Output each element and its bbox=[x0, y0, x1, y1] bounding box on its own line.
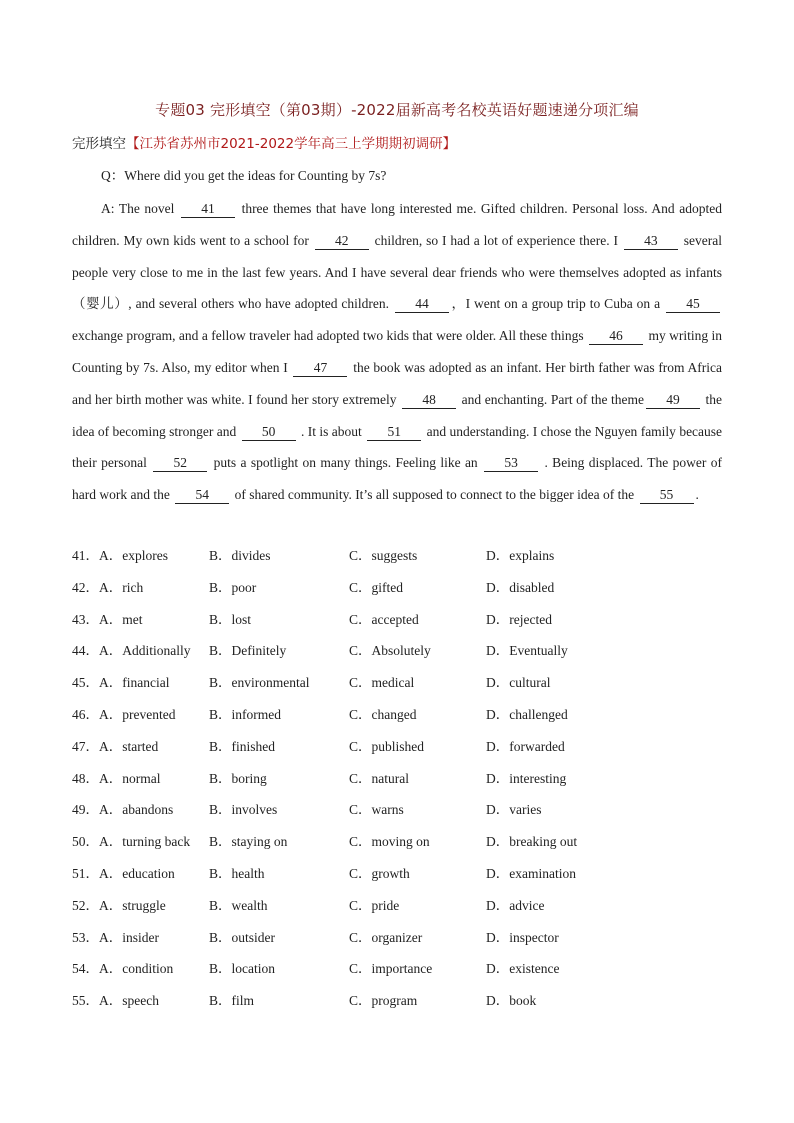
question-source bbox=[72, 132, 456, 152]
option-b: B．staying on bbox=[209, 834, 288, 850]
question-number: 53． bbox=[72, 929, 99, 945]
option-b: B．wealth bbox=[209, 897, 268, 913]
options-list bbox=[72, 544, 722, 1021]
blank-47: 47 bbox=[293, 360, 347, 377]
option-row bbox=[72, 862, 722, 894]
passage-text: the idea of becoming stronger and bbox=[72, 391, 723, 439]
option-b: B．environmental bbox=[209, 675, 310, 691]
option-row bbox=[72, 608, 722, 640]
option-a: A．met bbox=[99, 611, 143, 627]
option-c: C．pride bbox=[349, 897, 400, 913]
option-b: B．finished bbox=[209, 738, 275, 754]
option-a: A．rich bbox=[99, 579, 144, 595]
option-d: D．interesting bbox=[486, 770, 567, 786]
option-c: C．published bbox=[349, 738, 425, 754]
passage-text: the book was adopted as an infant. Her birth father was from Africa and her birth mother was white. I found her story extremely bbox=[72, 359, 723, 407]
option-d: D．examination bbox=[486, 865, 576, 881]
question-number: 46． bbox=[72, 706, 99, 722]
option-row bbox=[72, 703, 722, 735]
option-d: D．cultural bbox=[486, 675, 551, 691]
option-row bbox=[72, 735, 722, 767]
option-c: C．organizer bbox=[349, 929, 423, 945]
passage-text: ，I went on a group trip to Cuba on a bbox=[450, 296, 661, 312]
blank-48: 48 bbox=[402, 392, 456, 409]
option-c: C．moving on bbox=[349, 834, 430, 850]
option-c: C．medical bbox=[349, 675, 415, 691]
option-row bbox=[72, 544, 722, 576]
option-d: D．breaking out bbox=[486, 834, 578, 850]
option-b: B．divides bbox=[209, 548, 271, 563]
question-number: 48． bbox=[72, 770, 99, 786]
option-row bbox=[72, 830, 722, 862]
option-a: A．explores bbox=[99, 548, 168, 563]
option-row bbox=[72, 894, 722, 926]
question-number: 44． bbox=[72, 643, 99, 659]
option-b: B．Definitely bbox=[209, 643, 287, 659]
option-c: C．changed bbox=[349, 706, 417, 722]
blank-49: 49 bbox=[646, 392, 700, 409]
option-d: D．Eventually bbox=[486, 643, 568, 659]
option-row bbox=[72, 639, 722, 671]
blank-46: 46 bbox=[589, 328, 643, 345]
blank-42: 42 bbox=[315, 233, 369, 250]
blank-41: 41 bbox=[181, 201, 235, 218]
option-d: D．disabled bbox=[486, 579, 555, 595]
blank-53: 53 bbox=[484, 455, 538, 472]
passage-text: puts a spotlight on many things. Feeling like an bbox=[213, 455, 478, 471]
passage-text: several people very close to me in the last few years. And I have several dear friends who were themselves adopted as infants（婴儿）, and several others who have adopted children. bbox=[72, 232, 723, 312]
option-c: C．gifted bbox=[349, 579, 403, 595]
option-row bbox=[72, 989, 722, 1021]
option-d: D．challenged bbox=[486, 706, 568, 722]
option-d: D．varies bbox=[486, 802, 542, 818]
passage-text: my writing in Counting by 7s. Also, my editor when I bbox=[72, 328, 723, 375]
source-bracket: 【江苏省苏州市2021-2022学年高三上学期期初调研】 bbox=[126, 136, 457, 152]
option-b: B．boring bbox=[209, 770, 267, 786]
passage-text: of shared community. It’s all supposed to connect to the bigger idea of the bbox=[234, 487, 635, 503]
option-b: B．lost bbox=[209, 611, 252, 627]
option-c: C．growth bbox=[349, 865, 410, 881]
option-d: D．explains bbox=[486, 548, 555, 563]
option-row bbox=[72, 926, 722, 958]
passage-text: and understanding. I chose the Nguyen family because their personal bbox=[72, 423, 723, 471]
question-text: Q：Where did you get the ideas for Counting by 7s? bbox=[101, 168, 387, 183]
passage-text: A: The novel bbox=[101, 201, 175, 216]
option-c: C．warns bbox=[349, 802, 404, 818]
option-c: C．accepted bbox=[349, 611, 419, 627]
option-d: D．inspector bbox=[486, 929, 559, 945]
option-c: C．suggests bbox=[349, 548, 418, 563]
option-b: B．outsider bbox=[209, 929, 275, 945]
option-a: A．insider bbox=[99, 929, 159, 945]
blank-43: 43 bbox=[624, 233, 678, 250]
option-a: A．education bbox=[99, 865, 175, 881]
option-a: A．normal bbox=[99, 770, 161, 786]
option-d: D．forwarded bbox=[486, 738, 565, 754]
question-number: 52． bbox=[72, 897, 99, 913]
option-d: D．rejected bbox=[486, 611, 552, 627]
option-b: B．health bbox=[209, 865, 265, 881]
option-d: D．existence bbox=[486, 961, 560, 977]
option-a: A．struggle bbox=[99, 897, 166, 913]
blank-44: 44 bbox=[395, 296, 449, 313]
blank-51: 51 bbox=[367, 424, 421, 441]
option-a: A．prevented bbox=[99, 706, 176, 722]
question-number: 54． bbox=[72, 961, 99, 977]
passage bbox=[72, 193, 722, 511]
question-number: 41． bbox=[72, 548, 99, 563]
option-a: A．speech bbox=[99, 993, 159, 1009]
passage-text: . bbox=[695, 487, 699, 503]
option-a: A．condition bbox=[99, 961, 174, 977]
option-c: C．natural bbox=[349, 770, 409, 786]
question-number: 47． bbox=[72, 738, 99, 754]
blank-45: 45 bbox=[666, 296, 720, 313]
option-a: A．abandons bbox=[99, 802, 174, 818]
option-a: A．financial bbox=[99, 675, 170, 691]
option-b: B．location bbox=[209, 961, 275, 977]
option-row bbox=[72, 576, 722, 608]
option-row bbox=[72, 798, 722, 830]
section-label: 完形填空 bbox=[72, 136, 126, 152]
option-d: D．advice bbox=[486, 897, 545, 913]
option-b: B．informed bbox=[209, 706, 281, 722]
option-row bbox=[72, 767, 722, 799]
option-c: C．program bbox=[349, 993, 418, 1009]
option-d: D．book bbox=[486, 993, 537, 1009]
passage-text: . Being displaced. The power of hard work and the bbox=[72, 455, 723, 503]
passage-text: children, so I had a lot of experience there. I bbox=[374, 232, 619, 248]
question-number: 51． bbox=[72, 865, 99, 881]
blank-52: 52 bbox=[153, 455, 207, 472]
option-a: A．turning back bbox=[99, 834, 191, 850]
question-number: 42． bbox=[72, 579, 99, 595]
blank-50: 50 bbox=[242, 424, 296, 441]
question-number: 55． bbox=[72, 993, 99, 1009]
option-c: C．Absolutely bbox=[349, 643, 431, 659]
option-row bbox=[72, 671, 722, 703]
passage-text: and enchanting. Part of the theme bbox=[461, 391, 644, 407]
option-b: B．involves bbox=[209, 802, 278, 818]
passage-text: . It is about bbox=[301, 423, 362, 439]
question-number: 49． bbox=[72, 802, 99, 818]
option-b: B．poor bbox=[209, 579, 257, 595]
question-number: 45． bbox=[72, 675, 99, 691]
option-a: A．started bbox=[99, 738, 159, 754]
option-b: B．film bbox=[209, 993, 255, 1009]
page-title: 专题03 完形填空（第03期）-2022届新高考名校英语好题速递分项汇编 bbox=[155, 101, 639, 119]
option-row bbox=[72, 957, 722, 989]
blank-54: 54 bbox=[175, 487, 229, 504]
question-number: 43． bbox=[72, 611, 99, 627]
passage-text: three themes that have long interested me. Gifted children. Personal loss. And adopted children. My own kids went to a school for bbox=[72, 201, 722, 248]
passage-text: exchange program, and a fellow traveler had adopted two kids that were older. All these things bbox=[72, 328, 584, 344]
question-number: 50． bbox=[72, 834, 99, 850]
blank-55: 55 bbox=[640, 487, 694, 504]
option-c: C．importance bbox=[349, 961, 433, 977]
option-a: A．Additionally bbox=[99, 643, 191, 659]
